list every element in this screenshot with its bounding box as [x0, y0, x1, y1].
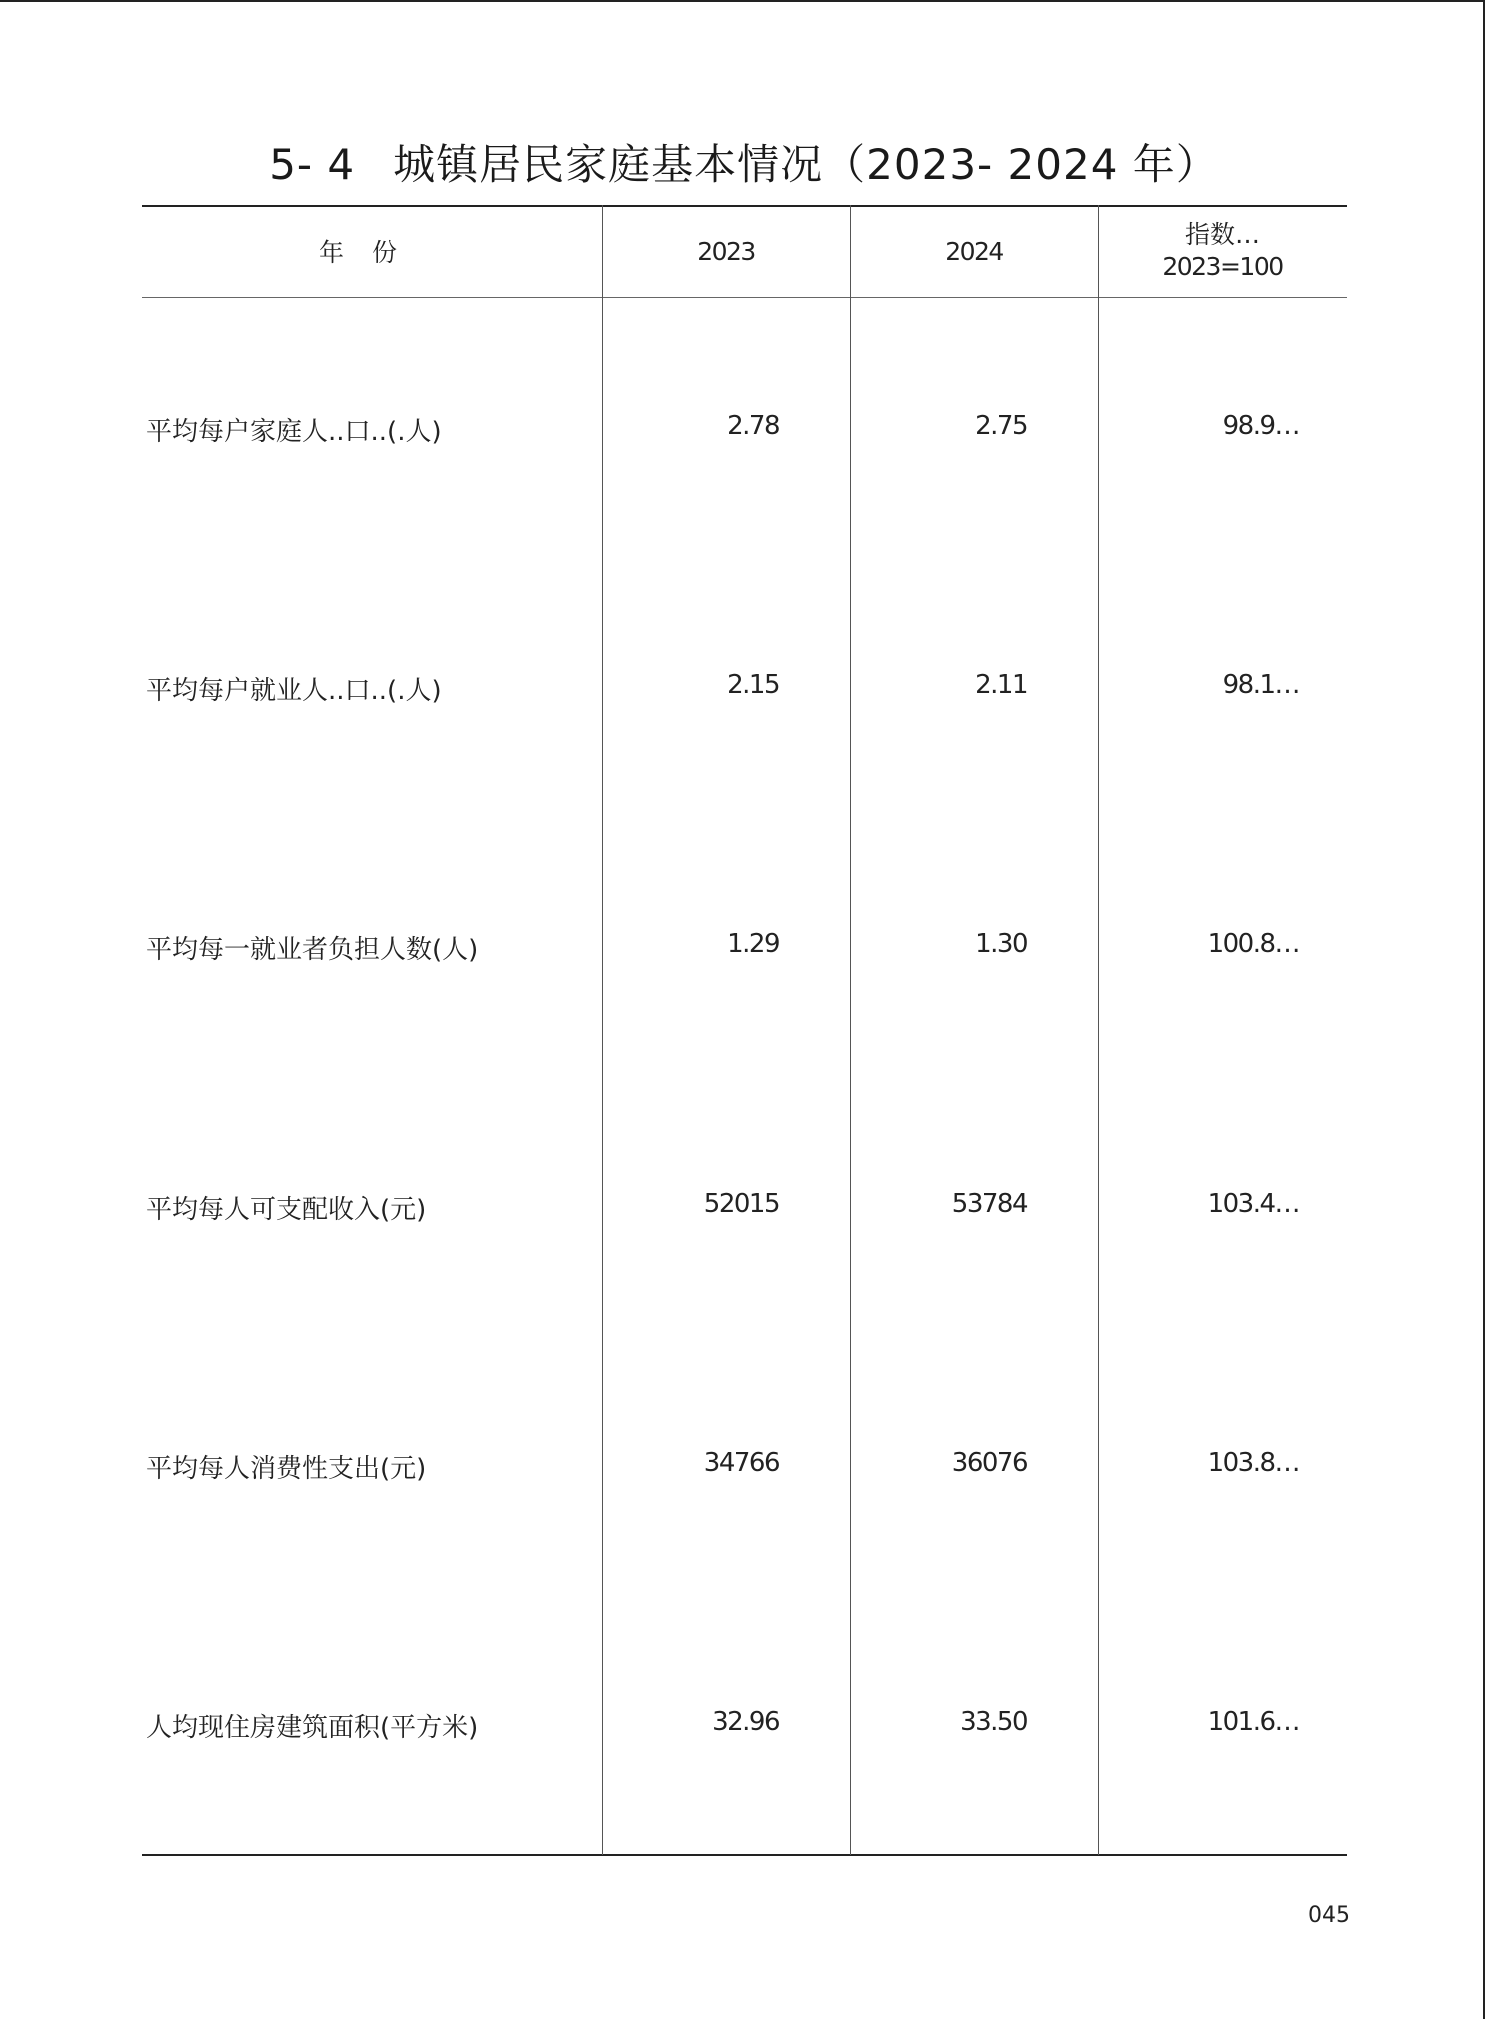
cell-2024: 36076 — [951, 1448, 1027, 1478]
cell-index: 101.6… — [1207, 1707, 1299, 1737]
page-number: 045 — [1308, 1903, 1350, 1928]
cell-2024: 2.75 — [975, 411, 1027, 441]
page-title — [0, 132, 1488, 192]
cell-index: 100.8… — [1207, 929, 1299, 959]
row-label: 平均每人可支配收入(元) — [146, 1195, 427, 1225]
header-2023: 2023 — [697, 236, 755, 266]
cell-index: 103.4… — [1207, 1189, 1299, 1219]
header-index-line2: 2023=100 — [1162, 252, 1283, 281]
cell-2024: 53784 — [951, 1189, 1027, 1219]
column-divider — [1098, 205, 1099, 1855]
cell-2023: 52015 — [703, 1189, 779, 1219]
row-label: 人均现住房建筑面积(平方米) — [146, 1713, 479, 1743]
cell-2023: 2.78 — [727, 411, 779, 441]
cell-2023: 32.96 — [712, 1707, 779, 1737]
cell-2024: 1.30 — [975, 929, 1027, 959]
column-divider — [850, 205, 851, 1855]
cell-index: 103.8… — [1207, 1448, 1299, 1478]
cell-index: 98.1… — [1222, 670, 1299, 700]
table-number: 5- 4 — [269, 140, 356, 189]
cell-2024: 2.11 — [975, 670, 1027, 700]
table-bottom-rule — [142, 1854, 1347, 1856]
header-2024: 2024 — [945, 236, 1003, 266]
cell-index: 98.9… — [1222, 411, 1299, 441]
row-label: 平均每户家庭人..口..(.人) — [146, 417, 442, 447]
header-year-label: 年份 — [318, 238, 425, 267]
row-label: 平均每人消费性支出(元) — [146, 1454, 427, 1484]
table-title: 城镇居民家庭基本情况（2023- 2024 年） — [393, 140, 1219, 189]
cell-2023: 34766 — [703, 1448, 779, 1478]
header-index — [1098, 205, 1347, 297]
cell-2024: 33.50 — [960, 1707, 1027, 1737]
header-index-line1: 指数… — [1184, 220, 1260, 249]
cell-2023: 2.15 — [727, 670, 779, 700]
cell-2023: 1.29 — [727, 929, 779, 959]
row-label: 平均每一就业者负担人数(人) — [146, 935, 479, 965]
column-divider — [602, 205, 603, 1855]
row-label: 平均每户就业人..口..(.人) — [146, 676, 442, 706]
header-rule — [142, 297, 1347, 298]
data-table — [142, 205, 1347, 1855]
